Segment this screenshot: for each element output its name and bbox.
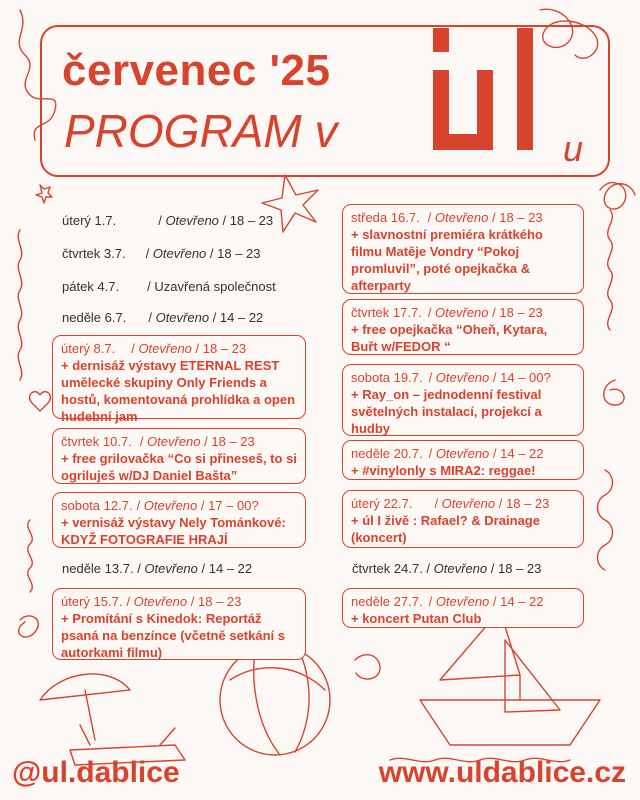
event-card: úterý 15.7. / Otevřeno / 18 – 23 + Promítání s Kinedok: Reportáž psaná na benzínce (včetně setkání s autorkami filmu) [52, 588, 306, 660]
event-row: pátek 4.7. / Uzavřená společnost [62, 279, 276, 294]
umbrella-doodle [40, 674, 130, 740]
program-title-suffix: u [563, 128, 584, 169]
event-row: čtvrtek 24.7. / Otevřeno / 18 – 23 [352, 561, 542, 576]
beach-ball-doodle [220, 645, 330, 755]
website-link[interactable]: www.uldablice.cz [378, 756, 626, 789]
curl-doodle [604, 380, 624, 405]
event-card: středa 16.7. / Otevřeno / 18 – 23 + slavnostní premiéra krátkého filmu Matěje Vondry “Pokoj promluvil”, poté opejkačka & afterparty [342, 204, 584, 294]
event-card: neděle 20.7. / Otevřeno / 14 – 22 + #vinylonly s MIRA2: reggae! [342, 440, 584, 480]
sparkle-doodle [36, 185, 52, 203]
wave-doodle [18, 230, 21, 380]
event-card: sobota 12.7. / Otevřeno / 17 – 00? + vernisáž výstavy Nely Tománkové: KDYŽ FOTOGRAFIE HRAJÍ [52, 492, 306, 548]
event-card: sobota 19.7. / Otevřeno / 14 – 00? + Ray_on – jednodenní festival světelných instalací, projekcí a hudby [342, 364, 584, 436]
event-card: čtvrtek 17.7. / Otevřeno / 18 – 23 + free opejkačka “Oheň, Kytara, Buřt w/FEDOR “ [342, 299, 584, 355]
instagram-handle[interactable]: @ul.dablice [12, 756, 180, 789]
wave-doodle [608, 210, 613, 330]
wave-doodle [598, 470, 613, 570]
sailboat-doodle [420, 610, 600, 745]
curl-doodle [19, 616, 39, 637]
program-title: PROGRAM v [64, 105, 338, 157]
event-row: neděle 13.7. / Otevřeno / 14 – 22 [62, 561, 253, 576]
loop-doodle [600, 183, 635, 209]
event-row: čtvrtek 3.7. / Otevřeno / 18 – 23 [62, 246, 261, 261]
wave-doodle [28, 520, 33, 592]
event-card: úterý 8.7. / Otevřeno / 18 – 23 + dernisáž výstavy ETERNAL REST umělecké skupiny Only Friends a hostů, komentovaná prohlídka a open hudební jam [52, 335, 306, 419]
event-card: úterý 22.7. / Otevřeno / 18 – 23 + úl I živě : Rafael? & Drainage (koncert) [342, 490, 584, 548]
ul-logo [425, 20, 545, 160]
heart-doodle [30, 392, 51, 411]
event-card: neděle 27.7. / Otevřeno / 14 – 22 + koncert Putan Club [342, 588, 584, 628]
month-title: červenec '25 [62, 46, 331, 95]
event-row: neděle 6.7. / Otevřeno / 14 – 22 [62, 310, 264, 325]
event-row: úterý 1.7. / Otevřeno / 18 – 23 [62, 213, 274, 228]
event-card: čtvrtek 10.7. / Otevřeno / 18 – 23 + free grilovačka “Co si přineseš, to si ogriluješ w/DJ Daniel Bašta” [52, 428, 306, 484]
sun-doodle [355, 655, 380, 679]
